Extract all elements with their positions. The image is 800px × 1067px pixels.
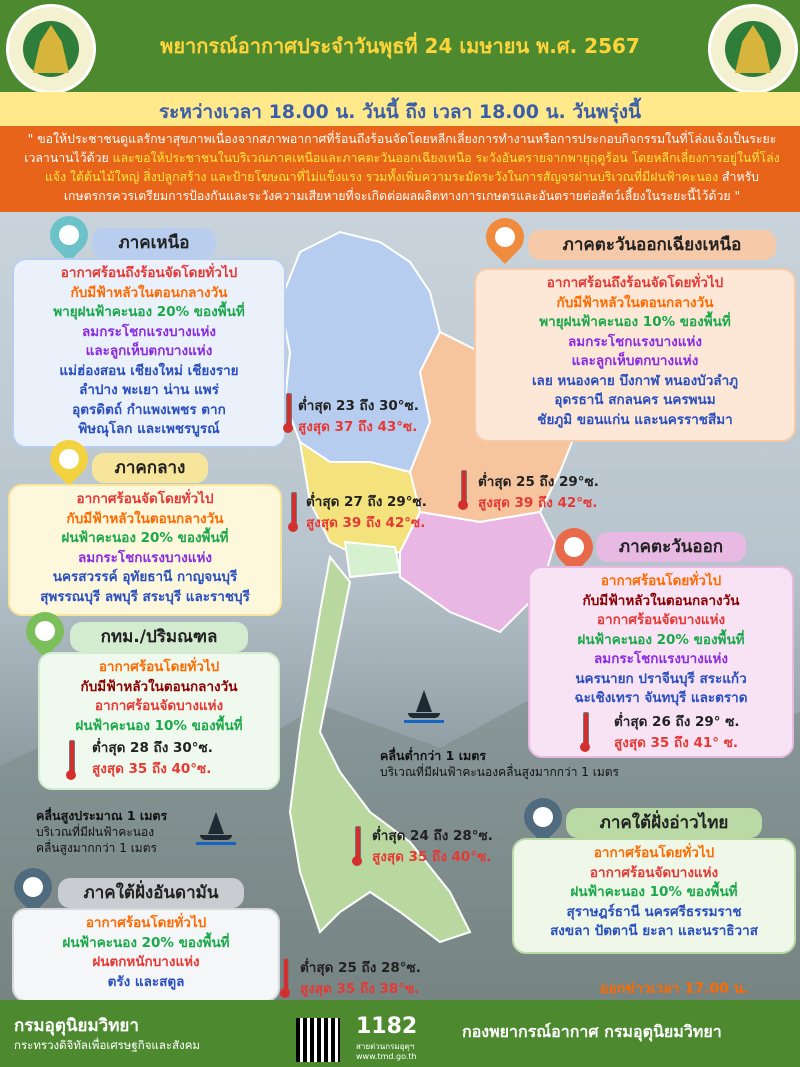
east-line: นครนายก ปราจีนบุรี สระแก้ว	[575, 670, 747, 687]
northeast-line: อากาศร้อนถึงร้อนจัดโดยทั่วไป	[546, 275, 724, 291]
south-gulf-line: สงขลา ปัตตานี ยะลา และนราธิวาส	[550, 923, 758, 939]
hotline-number: 1182	[356, 1014, 418, 1039]
northeast-line: และลูกเห็บตกบางแห่ง	[571, 353, 699, 369]
east-temp-high: สูงสุด 35 ถึง 41° ซ.	[614, 735, 739, 751]
warning-part-3: สำหรับเกษตรกรควรเตรียมการป้องกันและระวังความเสียหายที่จะเกิดต่อผลผลิตทางการเกษตรและอันตรายต่อสัตว์เลี้ยงในระยะนี้ไว้ด้วย "	[63, 170, 759, 203]
east-line: ฝนฟ้าคะนอง 20% ของพื้นที่	[577, 631, 745, 648]
northeast-line: อุดรธานี สกลนคร นครพนม	[554, 392, 716, 408]
north-line: ลำปาง พะเยา น่าน แพร่	[79, 382, 219, 398]
south-gulf-temp-high: สูงสุด 35 ถึง 40°ซ.	[372, 849, 492, 865]
south-gulf-line: สุราษฎร์ธานี นครศรีธรรมราช	[566, 903, 742, 920]
central-temp-high: สูงสุด 39 ถึง 42°ซ.	[306, 515, 426, 531]
north-line: และลูกเห็บตกบางแห่ง	[85, 343, 213, 359]
north-line: พิษณุโลก และเพชรบูรณ์	[78, 421, 220, 437]
thermometer-icon	[283, 393, 293, 433]
north-line: พายุฝนฟ้าคะนอง 20% ของพื้นที่	[53, 304, 245, 320]
north-temp-low: ต่ำสุด 23 ถึง 30°ซ.	[298, 398, 419, 414]
boat-icon	[196, 812, 236, 846]
tmd-seal-logo-right	[708, 4, 798, 94]
northeast-temps	[478, 472, 599, 514]
east-temp-low: ต่ำสุด 26 ถึง 29° ซ.	[614, 714, 740, 730]
gulf-sea-info	[380, 748, 619, 780]
south-andaman-line: ตรัง และสตูล	[107, 973, 185, 990]
north-temp-high: สูงสุด 37 ถึง 43°ซ.	[298, 419, 418, 435]
north-line: ลมกระโชกแรงบางแห่ง	[82, 323, 216, 340]
map-bangkok	[345, 542, 400, 577]
andaman-wave-height: คลื่นสูงประมาณ 1 เมตร	[36, 808, 168, 823]
central-line: ฝนฟ้าคะนอง 20% ของพื้นที่	[61, 530, 229, 546]
south-andaman-line: ฝนตกหนักบางแห่ง	[92, 954, 200, 970]
gulf-wave-note: บริเวณที่มีฝนฟ้าคะนองคลื่นสูงมากกว่า 1 เมตร	[380, 765, 620, 779]
website-link[interactable]: www.tmd.go.th	[356, 1052, 417, 1061]
central-forecast-box	[8, 484, 282, 616]
northeast-line: ชัยภูมิ ขอนแก่น และนครราชสีมา	[537, 411, 733, 428]
warning-part-1: " ขอให้ประชาชนดูแลรักษาสุขภาพเนื่องจากสภาพอากาศที่ร้อนถึงร้อนจัดโดยหลีกเลี่ยงการทำงานหรือการประกอบกิจกรรมในที่โล่งแจ้งเป็นระยะเวลานานไว้ด้วย	[24, 132, 777, 165]
thermometer-icon	[288, 492, 298, 532]
south-andaman-temp-low: ต่ำสุด 25 ถึง 28°ซ.	[300, 960, 421, 976]
boat-icon	[404, 690, 444, 724]
central-temps	[306, 492, 427, 534]
north-temps	[298, 396, 419, 438]
south-gulf-line: อากาศร้อนโดยทั่วไป	[593, 845, 715, 861]
footer-ministry: กระทรวงดิจิทัลเพื่อเศรษฐกิจและสังคม	[14, 1038, 200, 1052]
northeast-line: ลมกระโชกแรงบางแห่ง	[568, 333, 702, 350]
south-andaman-line: ฝนฟ้าคะนอง 20% ของพื้นที่	[62, 934, 230, 951]
south-andaman-forecast-box	[12, 908, 280, 1002]
bangkok-line: ฝนฟ้าคะนอง 10% ของพื้นที่	[75, 717, 243, 734]
bangkok-temp-high: สูงสุด 35 ถึง 40°ซ.	[92, 761, 212, 777]
bangkok-temps	[92, 738, 213, 780]
thermometer-icon	[458, 470, 468, 510]
thermometer-icon	[66, 740, 76, 780]
hotline-info	[356, 1042, 417, 1062]
andaman-wave-note: คลื่นสูงมากกว่า 1 เมตร	[36, 841, 157, 855]
andaman-sea-info	[36, 808, 167, 856]
warning-text	[22, 130, 782, 206]
region-label-east: ภาคตะวันออก	[596, 532, 746, 562]
south-andaman-temps	[300, 958, 421, 1000]
bangkok-temp-low: ต่ำสุด 28 ถึง 30°ซ.	[92, 740, 213, 756]
south-gulf-temps	[372, 826, 493, 868]
northeast-temp-high: สูงสุด 39 ถึง 42°ซ.	[478, 495, 598, 511]
andaman-wave-note: บริเวณที่มีฝนฟ้าคะนอง	[36, 825, 155, 839]
north-line: แม่ฮ่องสอน เชียงใหม่ เชียงราย	[59, 362, 239, 379]
central-line: ลมกระโชกแรงบางแห่ง	[78, 549, 212, 566]
bangkok-line: กับมีฟ้าหลัวในตอนกลางวัน	[80, 678, 238, 695]
south-gulf-forecast-box	[512, 838, 796, 954]
forecast-period: ระหว่างเวลา 18.00 น. วันนี้ ถึง เวลา 18.00 น. วันพรุ่งนี้	[158, 101, 642, 123]
northeast-temp-low: ต่ำสุด 25 ถึง 29°ซ.	[478, 474, 599, 490]
central-temp-low: ต่ำสุด 27 ถึง 29°ซ.	[306, 494, 427, 510]
south-andaman-temp-high: สูงสุด 35 ถึง 38°ซ.	[300, 981, 420, 997]
gulf-wave-height: คลื่นต่ำกว่า 1 เมตร	[380, 748, 487, 763]
north-line: กับมีฟ้าหลัวในตอนกลางวัน	[70, 284, 228, 301]
warning-part-2: และขอให้ประชาชนในบริเวณภาคเหนือและภาคตะวันออกเฉียงเหนือ ระวังอันตรายจากพายุฤดูร้อน โดยหลีกเลี่ยงการอยู่ในที่โล่งแจ้ง ใต้ต้นไม้ใหญ่ สิ่งปลูกสร้าง และป้ายโฆษณาที่ไม่แข็งแรง รวมทั้งเพิ่มความระมัดระวังในการสัญจรผ่านบริเวณที่มีฝนฟ้าคะนอง	[45, 151, 780, 184]
south-andaman-line: อากาศร้อนโดยทั่วไป	[85, 915, 207, 931]
central-line: นครสวรรค์ อุทัยธานี กาญจนบุรี	[52, 569, 238, 585]
east-line: อากาศร้อนโดยทั่วไป	[600, 573, 722, 589]
qr-code-icon[interactable]	[296, 1018, 340, 1062]
south-gulf-temp-low: ต่ำสุด 24 ถึง 28°ซ.	[372, 828, 493, 844]
central-line: อากาศร้อนจัดโดยทั่วไป	[76, 491, 214, 507]
thermometer-icon	[580, 712, 590, 752]
east-line: กับมีฟ้าหลัวในตอนกลางวัน	[582, 592, 740, 609]
bangkok-line: อากาศร้อนโดยทั่วไป	[98, 659, 220, 675]
region-label-bangkok: กทม./ปริมณฑล	[70, 622, 248, 652]
south-gulf-line: ฝนฟ้าคะนอง 10% ของพื้นที่	[570, 884, 738, 900]
east-temps	[614, 712, 740, 754]
issued-time: ออกข่าวเวลา 17.00 น.	[600, 981, 749, 997]
central-line: กับมีฟ้าหลัวในตอนกลางวัน	[66, 510, 224, 527]
central-line: สุพรรณบุรี ลพบุรี สระบุรี และราชบุรี	[40, 588, 250, 605]
east-line: ลมกระโชกแรงบางแห่ง	[594, 651, 728, 667]
thermometer-icon	[280, 958, 290, 998]
south-gulf-line: อากาศร้อนจัดบางแห่ง	[589, 864, 719, 881]
northeast-line: เลย หนองคาย บึงกาฬ หนองบัวลำภู	[531, 372, 739, 389]
northeast-line: กับมีฟ้าหลัวในตอนกลางวัน	[556, 294, 714, 311]
north-line: อุตรดิตถ์ กำแพงเพชร ตาก	[72, 401, 226, 418]
thermometer-icon	[352, 826, 362, 866]
northeast-line: พายุฝนฟ้าคะนอง 10% ของพื้นที่	[539, 314, 731, 330]
region-label-south-gulf: ภาคใต้ฝั่งอ่าวไทย	[566, 808, 762, 838]
footer-department: กรมอุตุนิยมวิทยา	[14, 1016, 139, 1036]
north-line: อากาศร้อนถึงร้อนจัดโดยทั่วไป	[60, 265, 238, 281]
east-line: อากาศร้อนจัดบางแห่ง	[596, 612, 726, 628]
region-label-northeast: ภาคตะวันออกเฉียงเหนือ	[528, 230, 776, 260]
page-title: พยากรณ์อากาศประจำวันพุธที่ 24 เมษายน พ.ศ. 2567	[160, 34, 640, 58]
footer-division: กองพยากรณ์อากาศ กรมอุตุนิยมวิทยา	[462, 1022, 722, 1041]
hotline-label: สายด่วนกรมอุตุฯ	[356, 1042, 415, 1051]
east-line: ฉะเชิงเทรา จันทบุรี และตราด	[574, 690, 748, 706]
tmd-seal-logo-left	[6, 4, 96, 94]
region-label-north: ภาคเหนือ	[92, 228, 216, 258]
northeast-forecast-box	[474, 268, 796, 442]
bangkok-line: อากาศร้อนจัดบางแห่ง	[94, 698, 224, 714]
region-label-central: ภาคกลาง	[92, 453, 208, 483]
north-forecast-box	[12, 258, 286, 448]
region-label-south-andaman: ภาคใต้ฝั่งอันดามัน	[58, 878, 244, 908]
